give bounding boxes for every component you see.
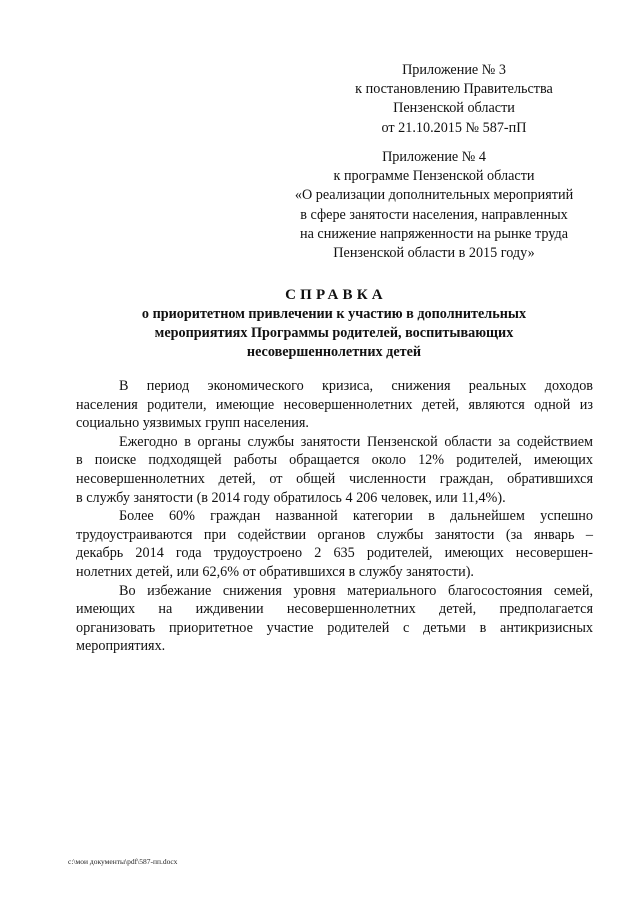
appendix-line: Приложение № 3: [402, 62, 506, 78]
appendix-line: Приложение № 4: [382, 149, 486, 165]
paragraph-line: В период экономического кризиса, снижения реальных доходов: [119, 378, 593, 394]
document-title: СПРАВКА: [285, 287, 387, 303]
appendix-line: «О реализации дополнительных мероприятий: [294, 187, 574, 204]
appendix-4-header: [278, 148, 590, 263]
paragraph-line: в поиске подходящей работы обращается около 12% родителей, имеющих: [76, 452, 593, 469]
appendix-line: от 21.10.2015 № 587-пП: [381, 119, 527, 136]
appendix-line: к постановлению Правительства: [355, 81, 553, 98]
paragraph: [76, 507, 593, 581]
paragraph-line: нолетних детей, или 62,6% от обратившихся в службу занятости).: [76, 563, 474, 580]
document-subtitle-line: о приоритетном привлечении к участию в дополнительных: [141, 306, 527, 322]
paragraph: [76, 433, 593, 507]
paragraph-line: несовершеннолетних детей, от общей численности граждан, обратившихся: [76, 470, 593, 487]
document-subtitle-line: мероприятиях Программы родителей, воспитывающих: [154, 325, 514, 341]
paragraph-line: имеющих на иждивении несовершеннолетних детей, предполагается: [76, 601, 593, 618]
paragraph-line: Во избежание снижения уровня материального благосостояния семей,: [119, 582, 593, 599]
document-body: [76, 377, 593, 656]
paragraph: [76, 582, 593, 656]
paragraph: [76, 377, 593, 433]
document-subtitle-line: несовершеннолетних детей: [246, 344, 422, 360]
paragraph-line: в службу занятости (в 2014 году обратилось 4 206 человек, или 11,4%).: [76, 489, 506, 506]
appendix-line: Пензенской области: [393, 100, 515, 117]
paragraph-line: Ежегодно в органы службы занятости Пензенской области за содействием: [119, 433, 593, 450]
paragraph-line: социально уязвимых групп населения.: [76, 415, 309, 432]
appendix-line: Пензенской области в 2015 году»: [333, 245, 535, 262]
document-heading: [80, 285, 588, 362]
appendix-3-header: [318, 61, 590, 138]
paragraph-line: Более 60% граждан названной категории в дальнейшем успешно: [119, 508, 593, 525]
appendix-line: в сфере занятости населения, направленных: [300, 206, 568, 223]
appendix-line: на снижение напряженности на рынке труда: [300, 225, 568, 242]
footer-file-path: c:\мои документы\pdf\587-пп.docx: [68, 857, 178, 866]
paragraph-line: организовать приоритетное участие родителей с детьми в антикризисных: [76, 619, 593, 636]
paragraph-line: декабрь 2014 года трудоустроено 2 635 родителей, имеющих несовершен-: [76, 545, 593, 562]
paragraph-line: населения родители, имеющие несовершеннолетних детей, являются одной из: [76, 396, 593, 413]
paragraph-line: трудоустраиваются при содействии органов службы занятости (за январь –: [76, 526, 593, 543]
paragraph-line: мероприятиях.: [76, 638, 166, 655]
appendix-line: к программе Пензенской области: [333, 168, 535, 185]
